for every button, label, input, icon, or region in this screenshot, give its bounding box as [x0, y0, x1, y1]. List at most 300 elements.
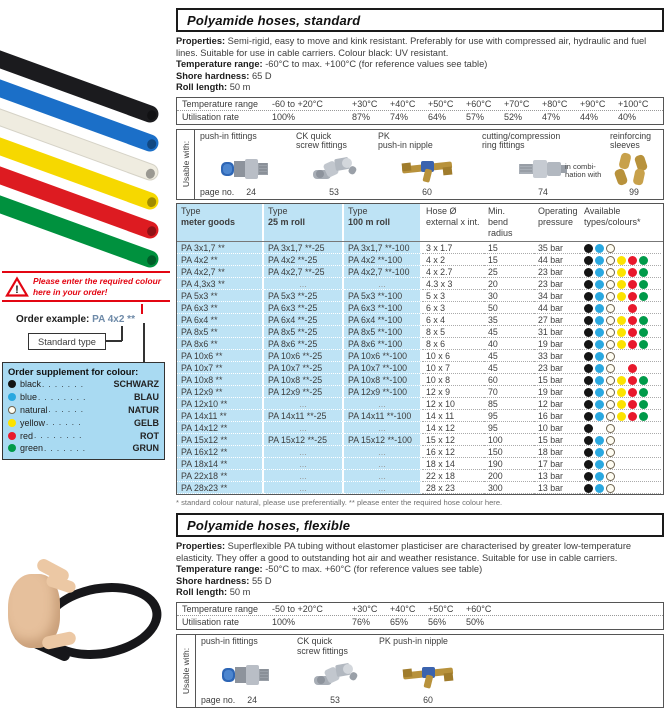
colour-slot [584, 327, 595, 337]
colour-slot [584, 351, 595, 361]
header-line-2: types/colours* [584, 216, 641, 227]
colour-slot [595, 387, 606, 397]
colour-slot [606, 411, 617, 421]
available-colours [580, 470, 661, 482]
fitting-name-line: screw fittings [297, 645, 348, 656]
type-meter-goods: PA 4x2,7 ** [177, 266, 264, 278]
hose-diameter: 14 x 12 [422, 422, 484, 434]
order-example-code: PA 4x2 ** [92, 314, 135, 325]
utilisation-rate-row [177, 616, 663, 629]
colour-slot [628, 279, 639, 289]
colour-entry [8, 404, 159, 417]
colour-code: GELB [133, 417, 159, 428]
page-no-label: page no. [201, 694, 236, 705]
fitting-item [197, 131, 293, 198]
table-row [177, 314, 663, 326]
type-meter-goods: PA 14x12 ** [177, 422, 264, 434]
flexible-hose-photo [2, 556, 170, 688]
red-colour-dot [628, 388, 637, 397]
natural-colour-dot [606, 472, 615, 481]
blue-colour-dot [595, 364, 604, 373]
black-colour-dot [584, 484, 593, 493]
min-bend-radius: 95 [484, 410, 534, 422]
colour-order-supplement-box [2, 362, 165, 460]
available-colours [580, 290, 661, 302]
green-colour-dot [639, 316, 648, 325]
colour-slot [595, 459, 606, 469]
type-100m-roll: ... [344, 482, 422, 494]
table-row [177, 482, 663, 494]
type-100m-roll: PA 15x12 **-100 [344, 434, 422, 446]
fitting-name-line: screw fittings [296, 140, 347, 151]
green-colour-dot [639, 388, 648, 397]
colour-slot [595, 267, 606, 277]
hose-end-hole [146, 108, 158, 120]
min-bend-radius: 200 [484, 470, 534, 482]
colour-slot [606, 483, 617, 493]
hose-diameter: 4 x 2.7 [422, 266, 484, 278]
red-colour-dot [8, 432, 16, 440]
min-bend-radius: 45 [484, 362, 534, 374]
colour-slot [617, 399, 628, 409]
operating-pressure: 19 bar [534, 386, 580, 398]
header-line-1: Hose Ø [426, 205, 457, 216]
natural-colour-dot [606, 460, 615, 469]
type-25m-roll: PA 10x8 **-25 [264, 374, 344, 386]
blue-colour-dot [595, 316, 604, 325]
rate-value: 87% [352, 112, 371, 123]
black-colour-dot [584, 412, 593, 421]
rate-value: 65% [390, 617, 409, 628]
table-row [177, 350, 663, 362]
operating-pressure: 44 bar [534, 302, 580, 314]
colour-name: black [20, 379, 42, 390]
property-line: Temperature range: -60°C to max. +100°C (for reference values see table) [176, 59, 488, 70]
min-bend-radius: 45 [484, 326, 534, 338]
min-bend-radius: 15 [484, 254, 534, 266]
fitting-page-number [375, 187, 479, 198]
usable-with-label [177, 635, 196, 707]
header-line-2: 100 m roll [348, 216, 391, 227]
colour-entry [8, 378, 159, 391]
table-row [177, 254, 663, 266]
operating-pressure: 23 bar [534, 362, 580, 374]
black-colour-dot [584, 316, 593, 325]
blue-colour-dot [595, 460, 604, 469]
colour-slot [639, 327, 650, 337]
column-header [484, 204, 534, 242]
header-line-1: Type [268, 205, 288, 216]
fitting-item [198, 636, 294, 706]
natural-colour-dot [606, 424, 615, 433]
operating-pressure: 31 bar [534, 326, 580, 338]
type-100m-roll: ... [344, 446, 422, 458]
blue-colour-dot [595, 328, 604, 337]
page-number: 53 [330, 694, 340, 705]
colour-slot [595, 279, 606, 289]
temperature-range-row [177, 603, 663, 616]
green-colour-dot [639, 268, 648, 277]
order-example [16, 314, 135, 325]
warning-triangle-icon [6, 277, 28, 297]
colour-entry [8, 429, 159, 442]
tee-nipple-icon [375, 151, 479, 187]
type-meter-goods: PA 15x12 ** [177, 434, 264, 446]
table-footnote: * standard colour natural, please use preferentially. ** please enter the required hose colour here. [176, 498, 503, 508]
colour-slot [584, 435, 595, 445]
type-25m-roll: PA 8x5 **-25 [264, 326, 344, 338]
black-colour-dot [584, 340, 593, 349]
table-row [177, 434, 663, 446]
type-meter-goods: PA 6x3 ** [177, 302, 264, 314]
green-colour-dot [639, 292, 648, 301]
table-row [177, 458, 663, 470]
blue-colour-dot [595, 400, 604, 409]
colour-slot [639, 387, 650, 397]
rate-value: 64% [428, 112, 447, 123]
type-100m-roll: ... [344, 278, 422, 290]
type-25m-roll: PA 6x4 **-25 [264, 314, 344, 326]
available-colours [580, 482, 661, 494]
temp-value: +90°C [580, 98, 606, 109]
hose-diameter: 16 x 12 [422, 446, 484, 458]
yellow-colour-dot [617, 412, 626, 421]
operating-pressure: 19 bar [534, 338, 580, 350]
type-100m-roll: PA 4x2,7 **-100 [344, 266, 422, 278]
natural-colour-dot [606, 328, 615, 337]
header-line-1: Available [584, 205, 621, 216]
natural-colour-dot [606, 484, 615, 493]
column-header [344, 204, 422, 242]
in-combination-note [565, 163, 605, 180]
colour-slot [639, 339, 650, 349]
yellow-colour-dot [617, 268, 626, 277]
natural-colour-dot [606, 388, 615, 397]
sleeves-icon [607, 151, 661, 187]
rate-value: 47% [542, 112, 561, 123]
min-bend-radius: 20 [484, 278, 534, 290]
min-bend-radius: 100 [484, 434, 534, 446]
row-label: Utilisation rate [182, 617, 240, 628]
black-colour-dot [8, 380, 16, 388]
property-label: Roll length: [176, 82, 228, 93]
colour-slot [606, 435, 617, 445]
colour-code: ROT [140, 430, 159, 441]
colour-slot [617, 255, 628, 265]
yellow-colour-dot [617, 316, 626, 325]
type-meter-goods: PA 6x4 ** [177, 314, 264, 326]
property-label: Roll length: [176, 587, 228, 598]
colour-slot [584, 423, 595, 433]
hose-diameter: 10 x 7 [422, 362, 484, 374]
rate-value: 74% [390, 112, 409, 123]
green-colour-dot [639, 328, 648, 337]
colour-slot [595, 399, 606, 409]
operating-pressure: 13 bar [534, 470, 580, 482]
red-colour-dot [628, 304, 637, 313]
header-line-2: pressure [538, 216, 574, 227]
hose-end-hole [146, 224, 158, 236]
temp-value: +30°C [352, 603, 378, 614]
colour-slot [595, 303, 606, 313]
hose-diameter: 8 x 5 [422, 326, 484, 338]
yellow-colour-dot [617, 280, 626, 289]
min-bend-radius: 30 [484, 290, 534, 302]
table-row [177, 266, 663, 278]
type-meter-goods: PA 22x18 ** [177, 470, 264, 482]
property-line: Properties: Superflexible PA tubing without elastomer plasticiser are characterised by greater low-temperature elasticity. They offer a good to outstanding hot air and weather resistance. Suitable for use in cable carriers. [176, 541, 632, 563]
colour-slot [606, 339, 617, 349]
property-label: Properties: [176, 36, 226, 46]
type-meter-goods: PA 12x9 ** [177, 386, 264, 398]
blue-colour-dot [595, 268, 604, 277]
fitting-name-line: reinforcing [610, 130, 652, 141]
flexible-properties [176, 541, 664, 599]
type-100m-roll: ... [344, 398, 422, 410]
property-line: Roll length: 50 m [176, 82, 251, 93]
page-number: 99 [629, 186, 639, 197]
green-colour-dot [639, 340, 648, 349]
colour-name: blue [20, 392, 38, 403]
property-line: Roll length: 50 m [176, 587, 251, 598]
page-number: 74 [538, 186, 548, 197]
column-header [422, 204, 484, 242]
blue-colour-dot [595, 292, 604, 301]
operating-pressure: 27 bar [534, 314, 580, 326]
operating-pressure: 35 bar [534, 242, 580, 254]
available-colours [580, 410, 661, 422]
type-25m-roll: PA 10x7 **-25 [264, 362, 344, 374]
temperature-range-row [177, 98, 663, 111]
black-colour-dot [584, 376, 593, 385]
table-row [177, 290, 663, 302]
colour-slot [639, 279, 650, 289]
type-25m-roll: ... [264, 470, 344, 482]
operating-pressure: 17 bar [534, 458, 580, 470]
page-number: 24 [247, 694, 258, 705]
push-in-fitting-icon [197, 151, 293, 187]
available-colours [580, 278, 661, 290]
natural-colour-dot [606, 412, 615, 421]
colour-slot [595, 435, 606, 445]
type-25m-roll: PA 4x2,7 **-25 [264, 266, 344, 278]
available-colours [580, 446, 661, 458]
header-line-1: Min. [488, 205, 506, 216]
min-bend-radius: 190 [484, 458, 534, 470]
type-100m-roll: PA 6x3 **-100 [344, 302, 422, 314]
property-label: Shore hardness: [176, 70, 250, 81]
colour-code: GRUN [132, 443, 159, 454]
colour-box-connector [143, 323, 145, 362]
blue-colour-dot [595, 280, 604, 289]
colour-slot [584, 363, 595, 373]
fitting-page-number [294, 695, 376, 706]
colour-box-title: Order supplement for colour: [8, 366, 139, 377]
property-label: Shore hardness: [176, 575, 250, 586]
fitting-item [294, 636, 376, 706]
colour-slot [639, 255, 650, 265]
type-meter-goods: PA 10x8 ** [177, 374, 264, 386]
available-colours [580, 386, 661, 398]
property-label: Properties: [176, 541, 226, 552]
fitting-page-number [607, 187, 661, 198]
natural-colour-dot [606, 244, 615, 253]
colour-slot [584, 483, 595, 493]
red-colour-dot [628, 256, 637, 265]
hose-diameter: 12 x 10 [422, 398, 484, 410]
min-bend-radius: 35 [484, 314, 534, 326]
type-100m-roll: PA 12x9 **-100 [344, 386, 422, 398]
type-100m-roll: PA 10x7 **-100 [344, 362, 422, 374]
type-meter-goods: PA 16x12 ** [177, 446, 264, 458]
natural-colour-dot [606, 304, 615, 313]
colour-entry [8, 416, 159, 429]
colour-slot [606, 459, 617, 469]
leader-dots: . . . . . . . [42, 379, 84, 389]
colour-slot [606, 399, 617, 409]
colour-slot [617, 387, 628, 397]
operating-pressure: 16 bar [534, 410, 580, 422]
leader-dots: . . . . . . . . [34, 431, 83, 441]
colour-entry [8, 442, 159, 455]
available-colours [580, 422, 661, 434]
colour-slot [628, 291, 639, 301]
standard-section-title: Polyamide hoses, standard [176, 8, 664, 32]
hose-diameter: 10 x 6 [422, 350, 484, 362]
colour-slot [595, 411, 606, 421]
colour-slot [606, 327, 617, 337]
available-colours [580, 398, 661, 410]
colour-slot [628, 255, 639, 265]
min-bend-radius: 45 [484, 350, 534, 362]
table-row [177, 422, 663, 434]
colour-slot [606, 291, 617, 301]
colour-slot [617, 291, 628, 301]
type-meter-goods: PA 18x14 ** [177, 458, 264, 470]
colour-slot [606, 279, 617, 289]
hose-diameter: 15 x 12 [422, 434, 484, 446]
fitting-name-line: ring fittings [482, 140, 525, 151]
row-label: Temperature range [182, 98, 259, 109]
warning-text: Please enter the required colour here in your order! [33, 276, 161, 297]
hose-diameter: 10 x 8 [422, 374, 484, 386]
usable-with-items [195, 130, 663, 199]
property-label: Temperature range: [176, 59, 263, 70]
rate-value: 57% [466, 112, 485, 123]
operating-pressure: 13 bar [534, 482, 580, 494]
page-no-label: page no. [200, 186, 235, 197]
red-colour-dot [628, 364, 637, 373]
colour-slot [617, 267, 628, 277]
min-bend-radius: 40 [484, 338, 534, 350]
table-row [177, 326, 663, 338]
available-colours [580, 326, 661, 338]
coloured-hoses-image [0, 12, 172, 260]
colour-code: NATUR [128, 404, 159, 415]
black-colour-dot [584, 328, 593, 337]
colour-slot [584, 303, 595, 313]
elbow-fitting-icon [293, 151, 375, 187]
colour-slot [584, 279, 595, 289]
type-meter-goods: PA 10x7 ** [177, 362, 264, 374]
natural-colour-dot [606, 256, 615, 265]
colour-slot [606, 255, 617, 265]
type-25m-roll: ... [264, 458, 344, 470]
hose-diameter: 3 x 1.7 [422, 242, 484, 254]
type-25m-roll: PA 10x6 **-25 [264, 350, 344, 362]
column-header [264, 204, 344, 242]
red-colour-dot [628, 292, 637, 301]
fitting-page-number [376, 695, 480, 706]
colour-slot [606, 303, 617, 313]
colour-slot [595, 291, 606, 301]
temp-value: +50°C [428, 98, 454, 109]
available-colours [580, 362, 661, 374]
blue-colour-dot [595, 340, 604, 349]
operating-pressure: 44 bar [534, 254, 580, 266]
rate-value: 50% [466, 617, 485, 628]
fitting-name-line: PK [378, 130, 390, 141]
colour-slot [606, 387, 617, 397]
standard-utilisation-table [176, 97, 664, 125]
fitting-page-number [198, 695, 294, 706]
blue-colour-dot [595, 256, 604, 265]
leader-dots: . . . . . . [48, 405, 84, 415]
hose-diameter: 12 x 9 [422, 386, 484, 398]
red-colour-dot [628, 400, 637, 409]
green-colour-dot [8, 444, 16, 452]
natural-colour-dot [606, 364, 615, 373]
type-100m-roll: PA 10x8 **-100 [344, 374, 422, 386]
hose-end-hole [145, 167, 157, 179]
hose-diameter: 8 x 6 [422, 338, 484, 350]
type-25m-roll: ... [264, 278, 344, 290]
black-colour-dot [584, 460, 593, 469]
min-bend-radius: 50 [484, 302, 534, 314]
temp-value: -50 to +20°C [272, 603, 323, 614]
rate-value: 44% [580, 112, 599, 123]
available-colours [580, 314, 661, 326]
yellow-colour-dot [617, 388, 626, 397]
table-row [177, 338, 663, 350]
type-meter-goods: PA 5x3 ** [177, 290, 264, 302]
standard-type-connector-h [106, 340, 122, 342]
temp-value: +60°C [466, 98, 492, 109]
hose-diameter: 4.3 x 3 [422, 278, 484, 290]
fitting-name [375, 131, 479, 151]
yellow-colour-dot [617, 256, 626, 265]
available-colours [580, 374, 661, 386]
colour-slot [584, 267, 595, 277]
type-25m-roll: PA 14x11 **-25 [264, 410, 344, 422]
colour-slot [639, 291, 650, 301]
usable-with-text: Usable with: [180, 140, 191, 188]
fitting-name-line: cutting/compression [482, 130, 561, 141]
colour-slot [584, 339, 595, 349]
temp-value: +50°C [428, 603, 454, 614]
red-colour-dot [628, 328, 637, 337]
type-100m-roll: PA 10x6 **-100 [344, 350, 422, 362]
blue-colour-dot [595, 388, 604, 397]
type-meter-goods: PA 12x10 ** [177, 398, 264, 410]
property-line: Temperature range: -50°C to max. +60°C (for reference values see table) [176, 564, 483, 575]
colour-slot [595, 255, 606, 265]
temp-value: +40°C [390, 98, 416, 109]
black-colour-dot [584, 280, 593, 289]
table-row [177, 374, 663, 386]
elbow-fitting-icon [294, 656, 376, 695]
type-meter-goods: PA 4x2 ** [177, 254, 264, 266]
